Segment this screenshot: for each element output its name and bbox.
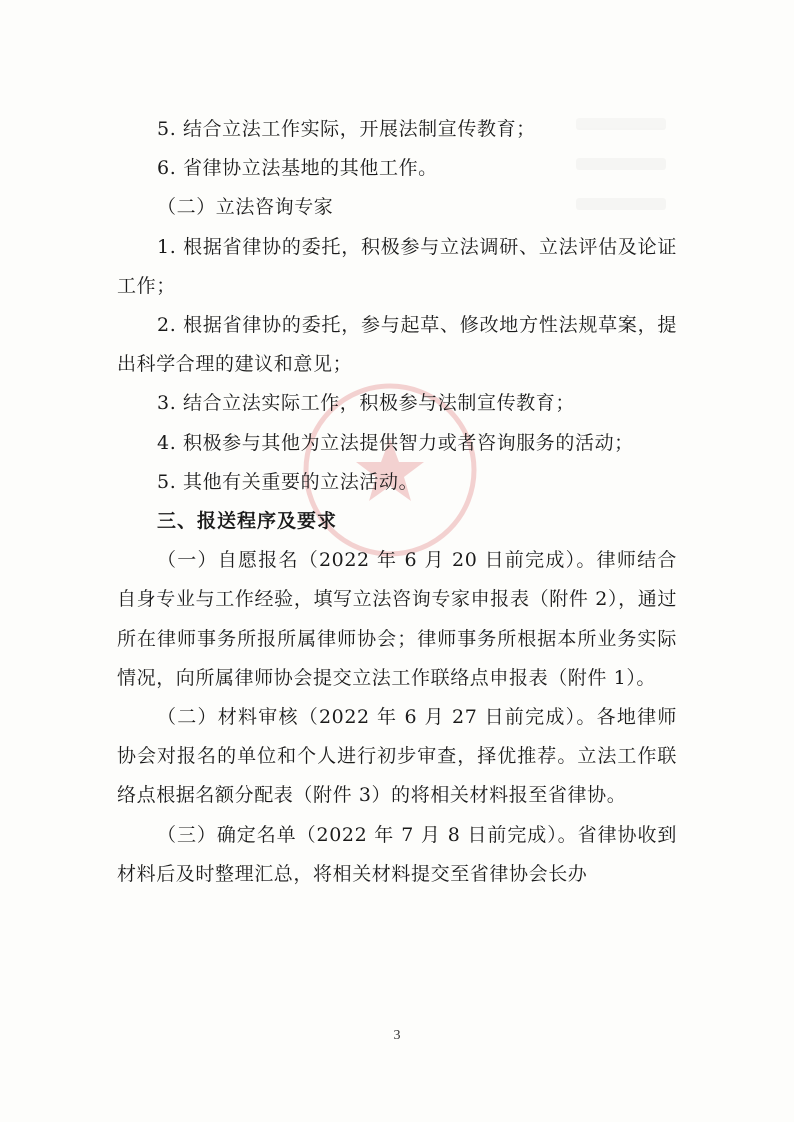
- document-body: [117, 110, 677, 894]
- expert-duty-5: 5. 其他有关重要的立法活动。: [157, 470, 419, 493]
- expert-duty-1: 1. 根据省律协的委托，积极参与立法调研、立法评估及论证工作；: [117, 235, 677, 297]
- procedure-step-2-review: （二）材料审核（2022 年 6 月 27 日前完成）。各地律师协会对报名的单位和个人进行初步审查，择优推荐。立法工作联络点根据名额分配表（附件 3）的将相关材料报至省律协。: [117, 706, 677, 807]
- procedure-step-1-registration: （一）自愿报名（2022 年 6 月 20 日前完成）。律师结合自身专业与工作经验，填写立法咨询专家申报表（附件 2），通过所在律师事务所报所属律师协会；律师事务所根据本所业务实际情况，向所属律师协会提交立法工作联络点申报表（附件 1）。: [117, 549, 677, 689]
- list-item-6-other-work: 6. 省律协立法基地的其他工作。: [157, 157, 438, 180]
- list-item-5-legislation-education: 5. 结合立法工作实际，开展法制宣传教育；: [157, 118, 536, 140]
- page-number: 3: [393, 1028, 401, 1043]
- procedure-step-3-confirm-list: （三）确定名单（2022 年 7 月 8 日前完成）。省律协收到材料后及时整理汇总，将相关材料提交至省律协会长办: [117, 823, 677, 885]
- section-heading-legislative-experts: （二）立法咨询专家: [157, 196, 334, 219]
- section-heading-submission-procedure: 三、报送程序及要求: [157, 510, 338, 533]
- expert-duty-3: 3. 结合立法实际工作，积极参与法制宣传教育；: [157, 392, 575, 415]
- expert-duty-2: 2. 根据省律协的委托，参与起草、修改地方性法规草案，提出科学合理的建议和意见；: [117, 314, 677, 376]
- expert-duty-4: 4. 积极参与其他为立法提供智力或者咨询服务的活动；: [157, 431, 634, 454]
